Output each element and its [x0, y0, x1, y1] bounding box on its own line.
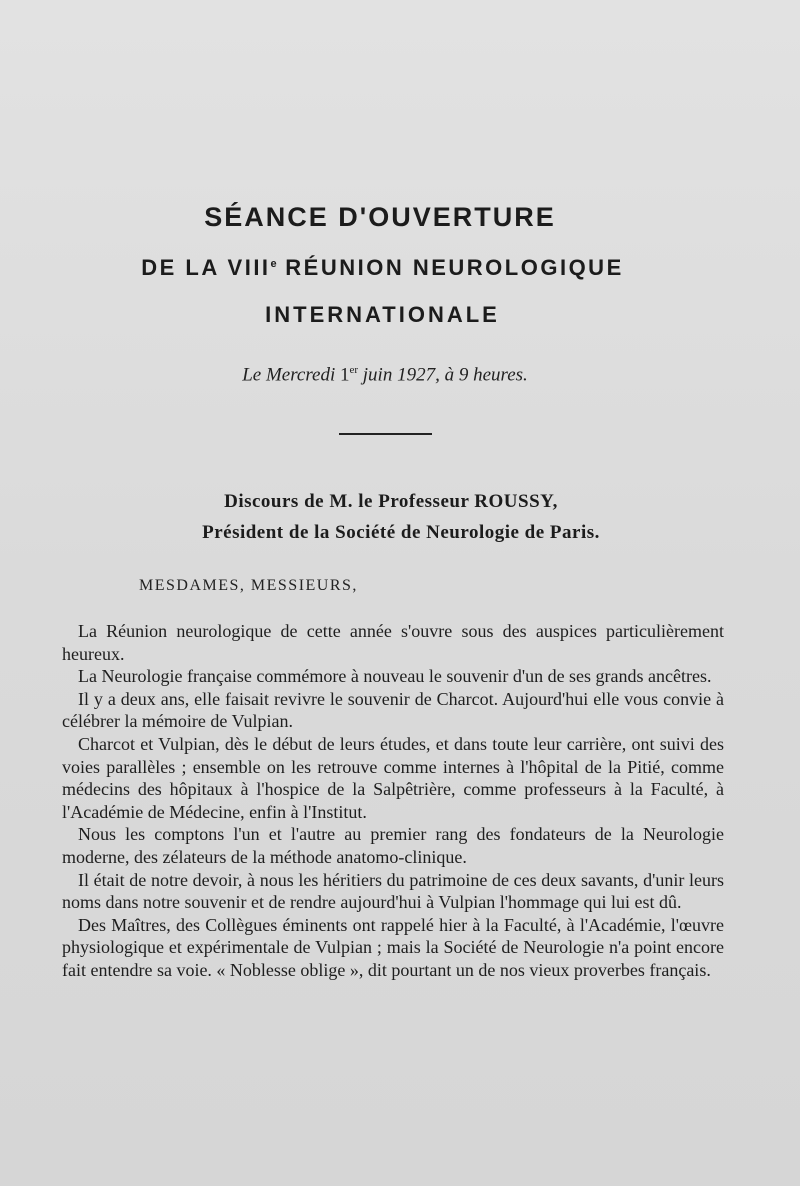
- date-prefix: Le Mercredi: [242, 364, 340, 386]
- subtitle-suffix: RÉUNION NEUROLOGIQUE: [276, 255, 624, 280]
- paragraph: Il y a deux ans, elle faisait revivre le souvenir de Charcot. Aujourd'hui elle vous convie à célébrer la mémoire de Vulpian.: [62, 688, 724, 732]
- ordinal-superscript: e: [270, 258, 277, 270]
- subtitle-line-2: INTERNATIONALE: [265, 302, 500, 327]
- date-day-superscript: er: [349, 364, 359, 376]
- speaker-affiliation: Président de la Société de Neurologie de Paris.: [202, 522, 600, 543]
- session-date: [0, 364, 770, 386]
- date-suffix: juin 1927, à 9 heures.: [358, 364, 528, 386]
- page-title: SÉANCE D'OUVERTURE: [204, 202, 556, 232]
- paragraph: Des Maîtres, des Collègues éminents ont rappelé hier à la Faculté, à l'Académie, l'œuvre physiologique et expérimentale de Vulpian ; mais la Société de Neurologie n'a point encore fait entendre sa voie. « Noblesse oblige », dit pourtant un de nos vieux proverbes français.: [62, 914, 724, 980]
- salutation: MESDAMES, MESSIEURS,: [139, 577, 358, 594]
- speaker-heading: Discours de M. le Professeur ROUSSY,: [224, 491, 558, 512]
- paragraph: La Réunion neurologique de cette année s'ouvre sous des auspices particulièrement heureux.: [62, 621, 724, 664]
- paragraph: Nous les comptons l'un et l'autre au premier rang des fondateurs de la Neurologie moderne, des zélateurs de la méthode anatomo-clinique.: [62, 824, 724, 867]
- paragraph: Charcot et Vulpian, dès le début de leurs études, et dans toute leur carrière, ont suivi des voies parallèles ; ensemble on les retrouve comme internes à l'hôpital de la Pitié, comme médecins des hôpitaux à l'hospice de la Salpêtrière, comme professeurs à la Faculté, à l'Académie de Médecine, enfin à l'Institut.: [62, 733, 724, 822]
- subtitle-line: [0, 255, 765, 281]
- section-divider: [339, 433, 432, 435]
- subtitle-prefix: DE LA VIII: [141, 255, 271, 280]
- paragraph: La Neurologie française commémore à nouveau le souvenir d'un de ses grands ancêtres.: [78, 666, 712, 687]
- paragraph: Il était de notre devoir, à nous les héritiers du patrimoine de ces deux savants, d'unir leurs noms dans notre souvenir et de rendre aujourd'hui à Vulpian l'hommage qui lui est dû.: [62, 869, 724, 913]
- body-text: [62, 620, 724, 982]
- date-day: 1: [339, 364, 350, 386]
